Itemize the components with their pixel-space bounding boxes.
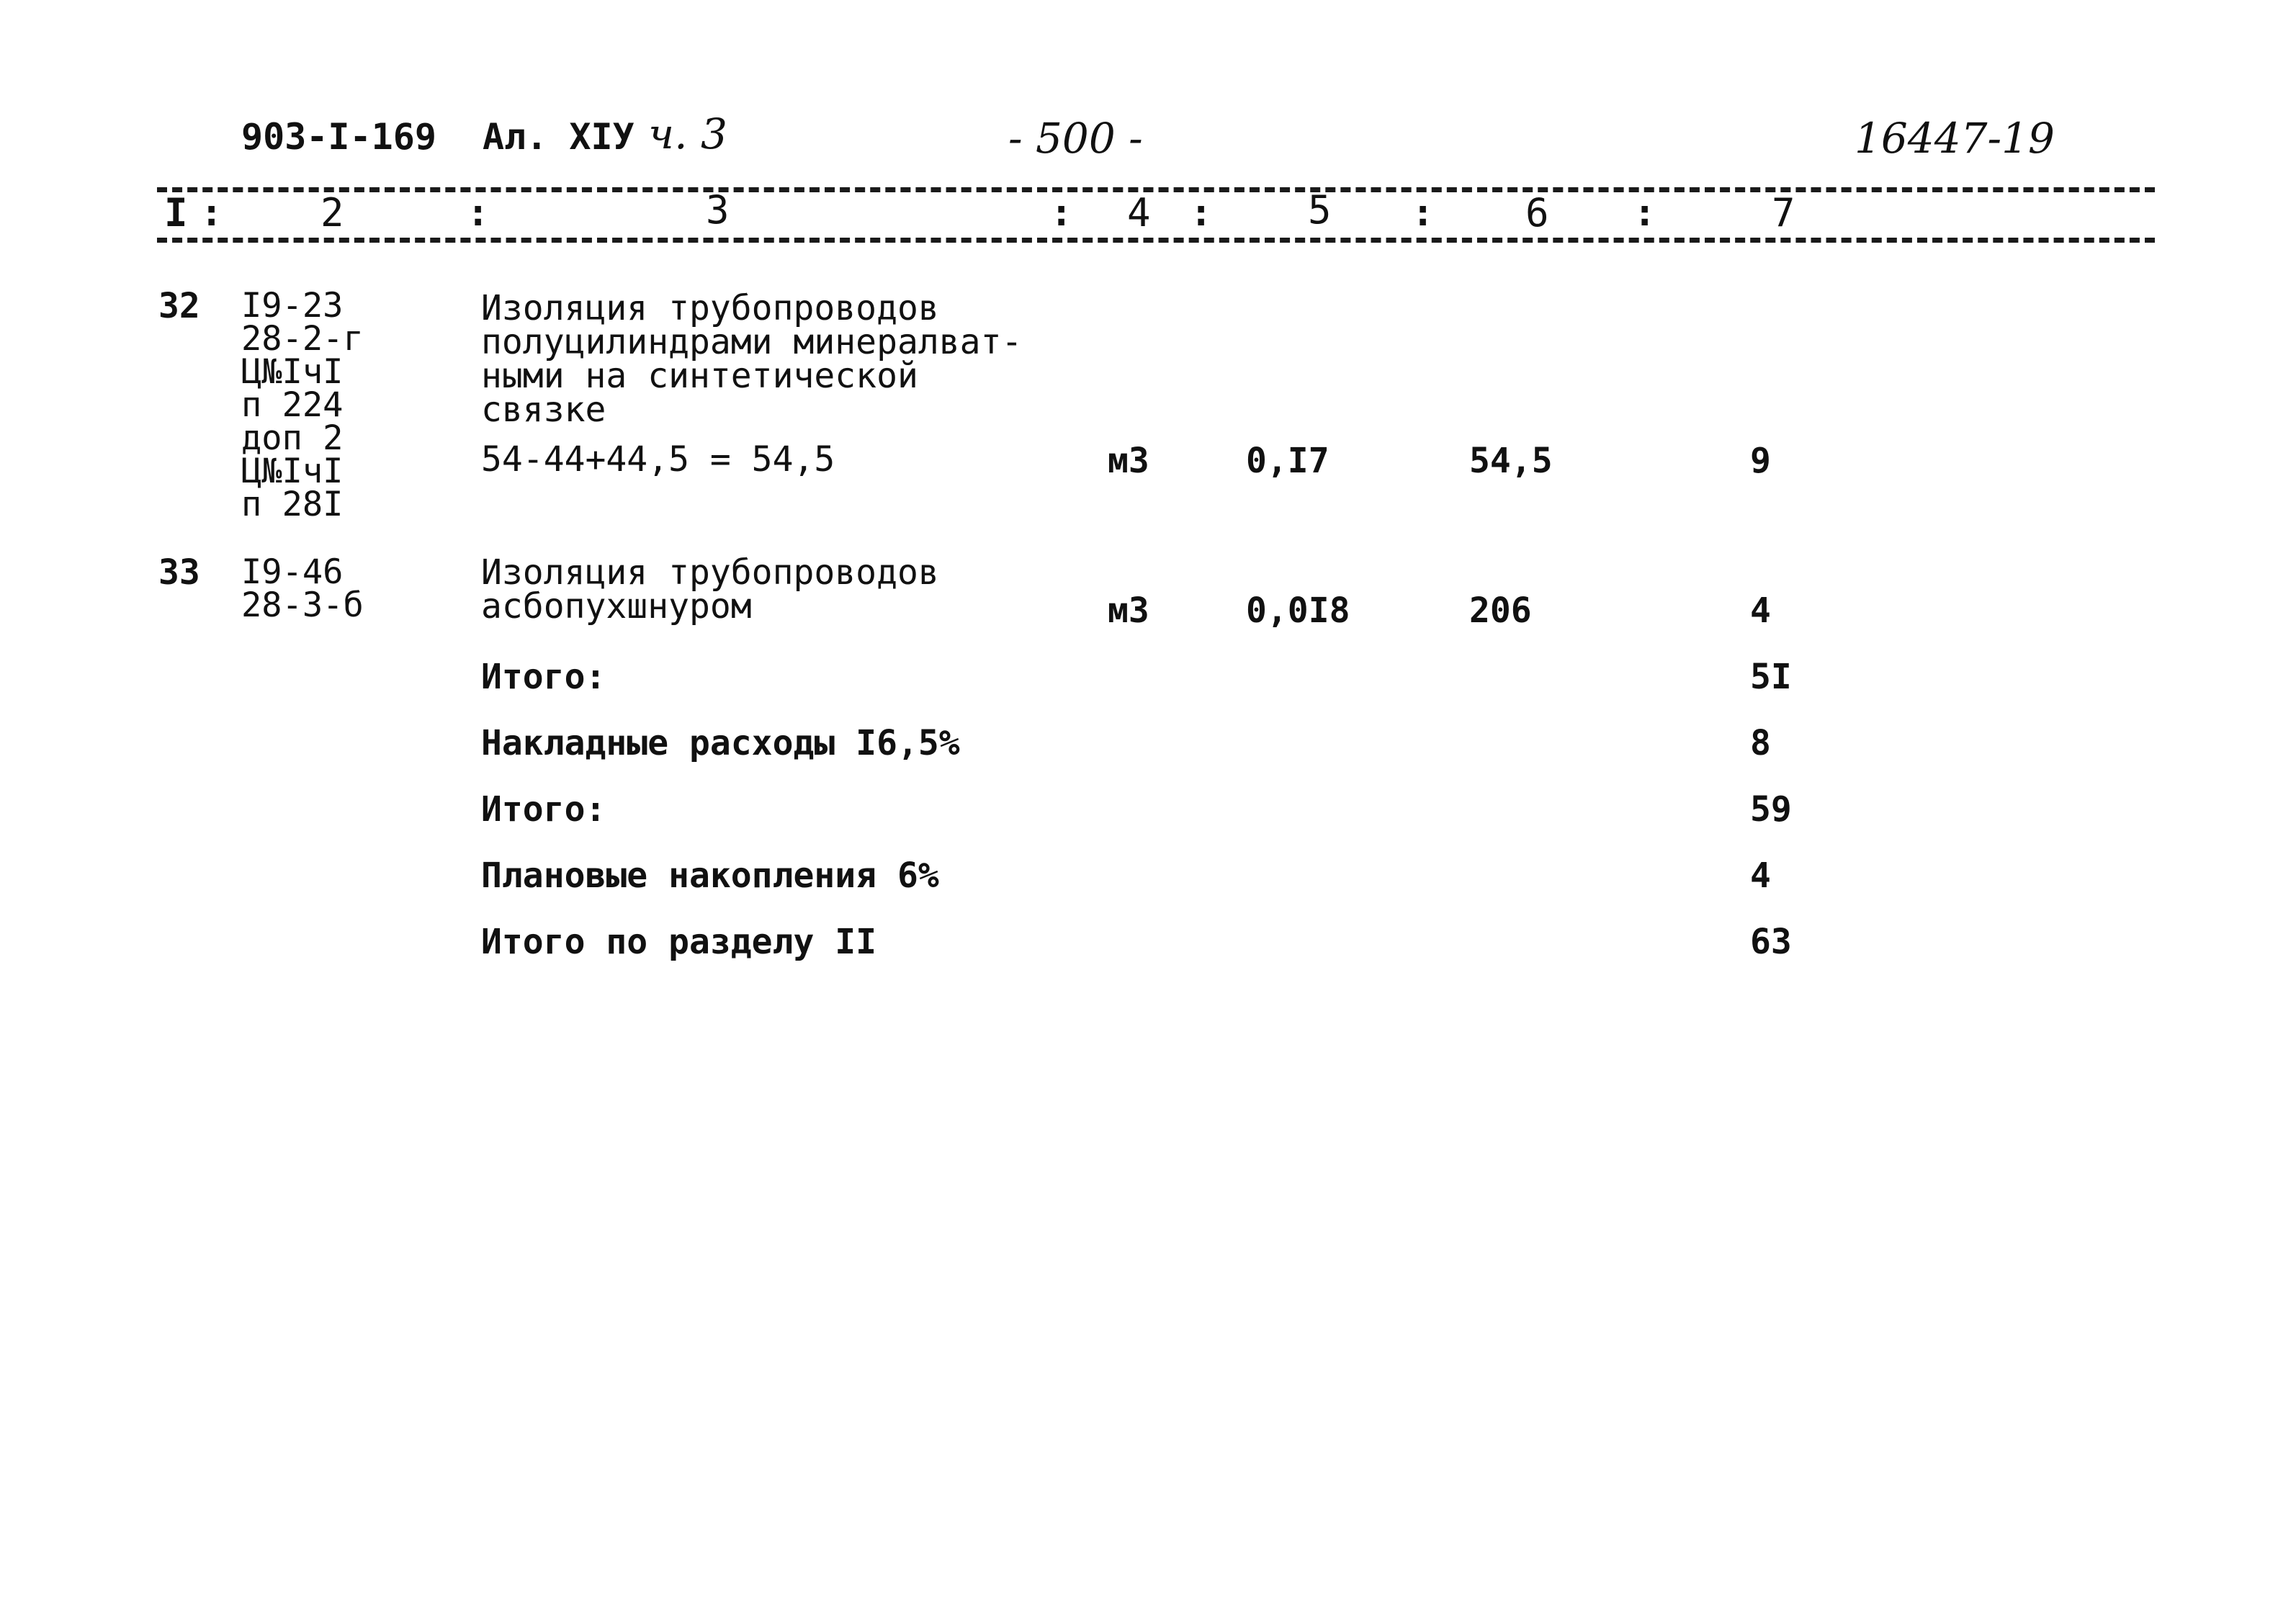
row-description bbox=[481, 552, 939, 627]
row-norm: 0,I7 bbox=[1246, 441, 1329, 481]
column-separator: : bbox=[1050, 192, 1073, 235]
document-code: 903-I-169 bbox=[241, 116, 436, 158]
summary-label: Итого: bbox=[481, 657, 606, 697]
row-codes bbox=[241, 552, 364, 625]
row-calculation: 54-44+44,5 = 54,5 bbox=[481, 439, 835, 480]
summary-label: Итого: bbox=[481, 789, 606, 830]
row-quantity: 206 bbox=[1469, 591, 1532, 631]
code-line: 28-2-г bbox=[241, 319, 364, 359]
summary-value: 8 bbox=[1750, 723, 1771, 763]
row-quantity: 54,5 bbox=[1469, 441, 1553, 481]
code-line: Ц№IчI bbox=[241, 452, 344, 491]
column-header-2: 2 bbox=[320, 190, 344, 235]
page-number: - 500 - bbox=[1008, 114, 1143, 163]
code-line: I9-46 bbox=[241, 552, 344, 592]
row-codes bbox=[241, 286, 364, 524]
row-unit: м3 bbox=[1108, 591, 1149, 631]
row-norm: 0,0I8 bbox=[1246, 591, 1350, 631]
code-line: п 224 bbox=[241, 385, 344, 425]
column-separator: : bbox=[1633, 192, 1656, 235]
part-label: ч. 3 bbox=[648, 109, 727, 158]
code-line: 28-3-б bbox=[241, 585, 364, 625]
summary-value: 4 bbox=[1750, 856, 1771, 896]
description-line: асбопухшнуром bbox=[481, 586, 752, 627]
column-header-1: I bbox=[164, 190, 188, 235]
column-header-3: 3 bbox=[706, 187, 730, 233]
header-bottom-rule bbox=[157, 238, 2155, 243]
row-number: 32 bbox=[158, 286, 200, 326]
summary-value: 59 bbox=[1750, 789, 1792, 830]
description-line: ными на синтетической bbox=[481, 356, 918, 396]
summary-label: Плановые накопления 6% bbox=[481, 856, 939, 896]
row-number: 33 bbox=[158, 552, 200, 593]
column-separator: : bbox=[1190, 192, 1213, 235]
description-line: полуцилиндрами минералват- bbox=[481, 322, 1023, 362]
code-line: п 28I bbox=[241, 485, 344, 524]
column-header-7: 7 bbox=[1772, 190, 1795, 235]
code-line: доп 2 bbox=[241, 418, 344, 458]
column-separator: : bbox=[200, 192, 223, 235]
column-header-6: 6 bbox=[1525, 190, 1549, 235]
code-line: I9-23 bbox=[241, 286, 344, 326]
document-number: 16447-19 bbox=[1855, 114, 2055, 163]
row-unit: м3 bbox=[1108, 441, 1149, 481]
summary-label: Накладные расходы I6,5% bbox=[481, 723, 960, 763]
description-line: Изоляция трубопроводов bbox=[481, 552, 939, 593]
summary-label: Итого по разделу II bbox=[481, 922, 877, 962]
column-separator: : bbox=[467, 192, 490, 235]
header-top-rule bbox=[157, 187, 2155, 192]
column-separator: : bbox=[1412, 192, 1435, 235]
summary-value: 63 bbox=[1750, 922, 1792, 962]
row-description bbox=[481, 288, 1023, 430]
summary-value: 5I bbox=[1750, 657, 1792, 697]
row-total: 4 bbox=[1750, 591, 1771, 631]
description-line: связке bbox=[481, 390, 606, 430]
column-header-4: 4 bbox=[1127, 190, 1151, 235]
album-label: Ал. XIУ bbox=[483, 116, 634, 158]
column-header-5: 5 bbox=[1308, 187, 1332, 233]
description-line: Изоляция трубопроводов bbox=[481, 288, 939, 328]
row-total: 9 bbox=[1750, 441, 1771, 481]
code-line: Ц№IчI bbox=[241, 352, 344, 392]
